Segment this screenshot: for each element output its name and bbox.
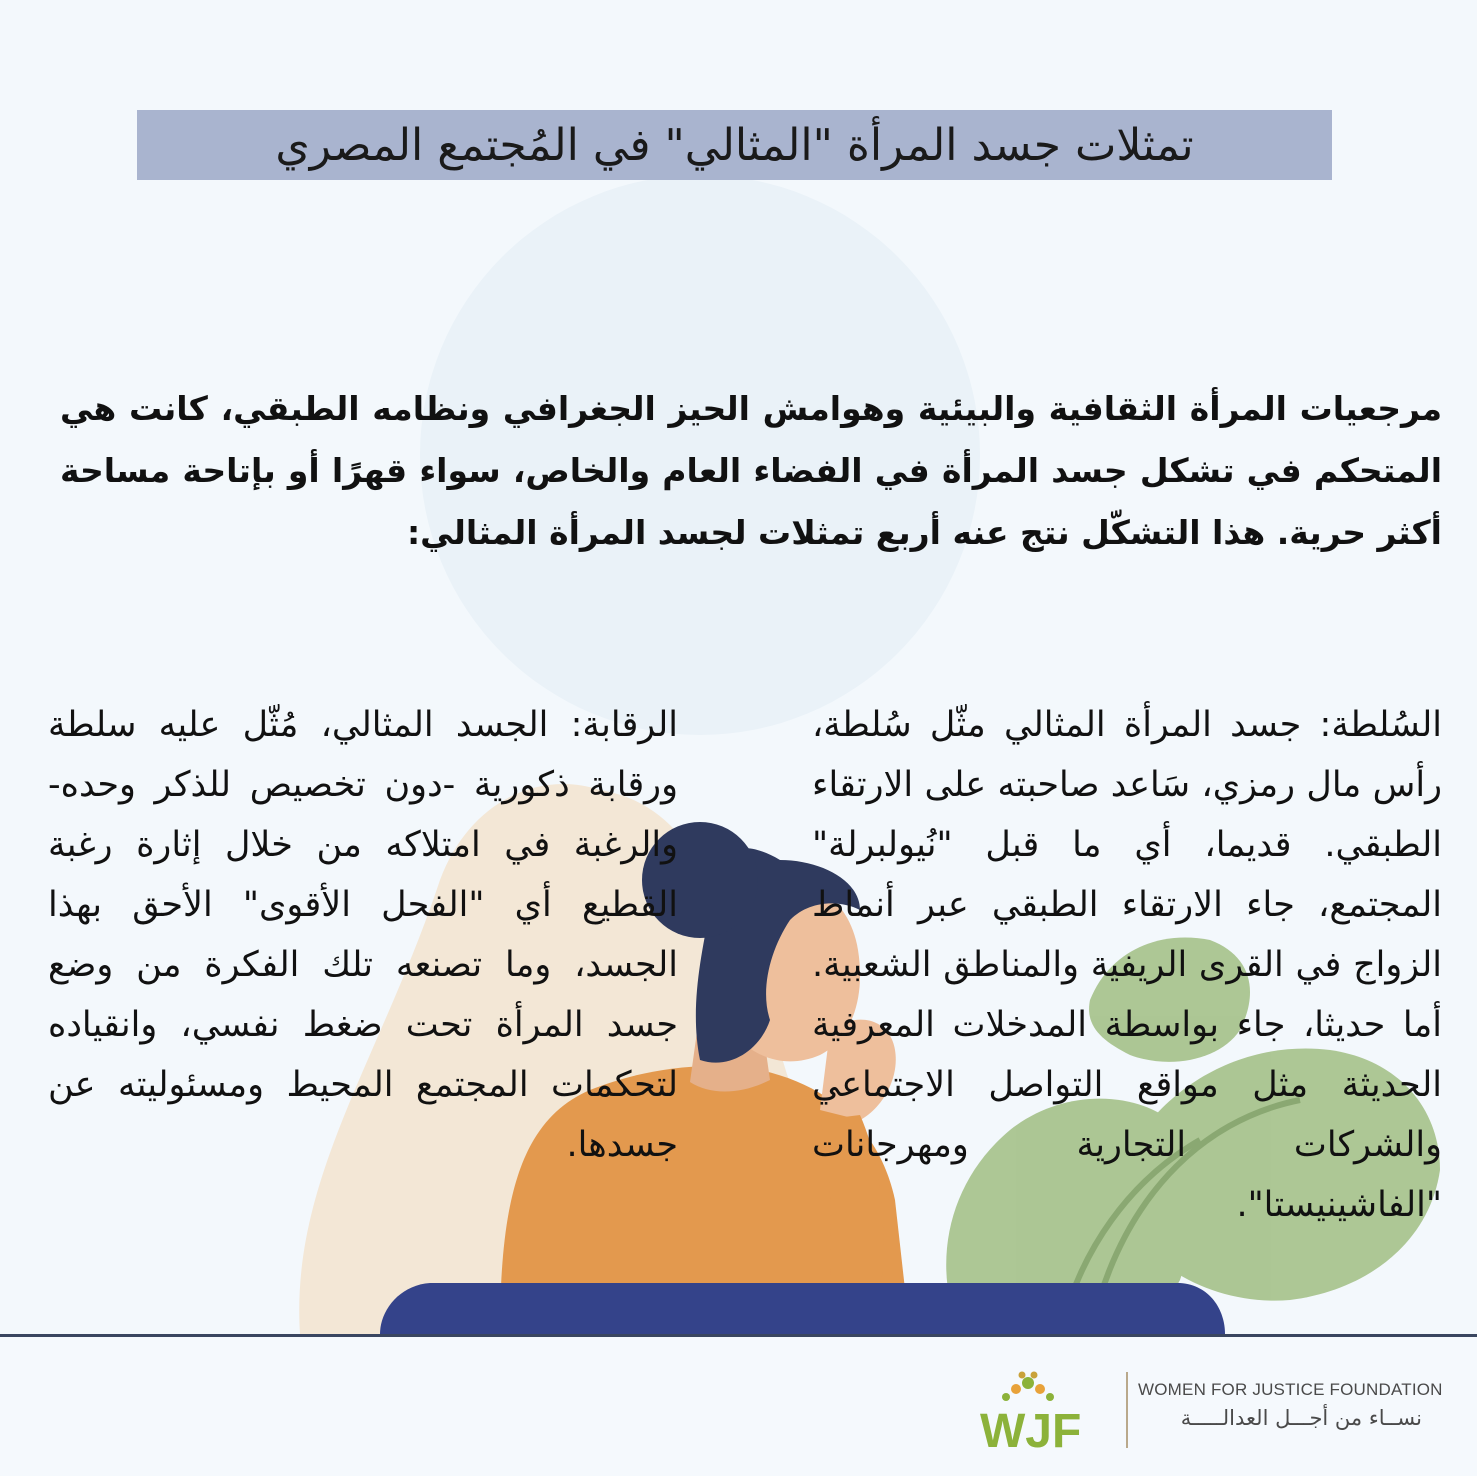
logo-separator: [1126, 1372, 1128, 1448]
page-title: تمثلات جسد المرأة "المثالي" في المُجتمع المصري: [275, 119, 1194, 171]
org-name-english: WOMEN FOR JUSTICE FOUNDATION: [1138, 1380, 1443, 1399]
org-name-arabic: نســاء من أجـــل العدالـــــة: [1180, 1406, 1422, 1430]
surveillance-paragraph: الرقابة: الجسد المثالي، مُثّل عليه سلطة ورقابة ذكورية -دون تخصيص للذكر وحده- والرغبة في امتلاكه من خلال إثارة رغبة القطيع أي "الفحل الأقوى" الأحق بهذا الجسد، وما تصنعه تلك الفكرة من وضع جسد المرأة تحت ضغط نفسي، وانقياده لتحكمات المجتمع المحيط ومسئوليته عن جسدها.: [48, 705, 678, 1165]
logo-text: WJF: [980, 1405, 1082, 1455]
logo-leaves-icon: [1002, 1372, 1054, 1402]
table: [380, 1283, 1225, 1334]
foundation-logo: [978, 1365, 1118, 1455]
intro-paragraph: مرجعيات المرأة الثقافية والبيئية وهوامش الحيز الجغرافي ونظامه الطبقي، كانت هي المتحكم في تشكل جسد المرأة في الفضاء العام والخاص، سواء قهرًا أو بإتاحة مساحة أكثر حرية. هذا التشكّل نتج عنه أربع تمثلات لجسد المرأة المثالي:: [60, 389, 1442, 552]
authority-paragraph: السُلطة: جسد المرأة المثالي مثّل سُلطة، رأس مال رمزي، سَاعد صاحبته على الارتقاء الطبقي. قديما، أي ما قبل "نُيولبرلة" المجتمع، جاء الارتقاء الطبقي عبر أنماط الزواج في القرى الريفية والمناطق الشعبية. أما حديثا، جاء بواسطة المدخلات المعرفية الحديثة مثل مواقع التواصل الاجتماعي والشركات التجارية ومهرجانات "الفاشينيستا".: [812, 705, 1442, 1225]
